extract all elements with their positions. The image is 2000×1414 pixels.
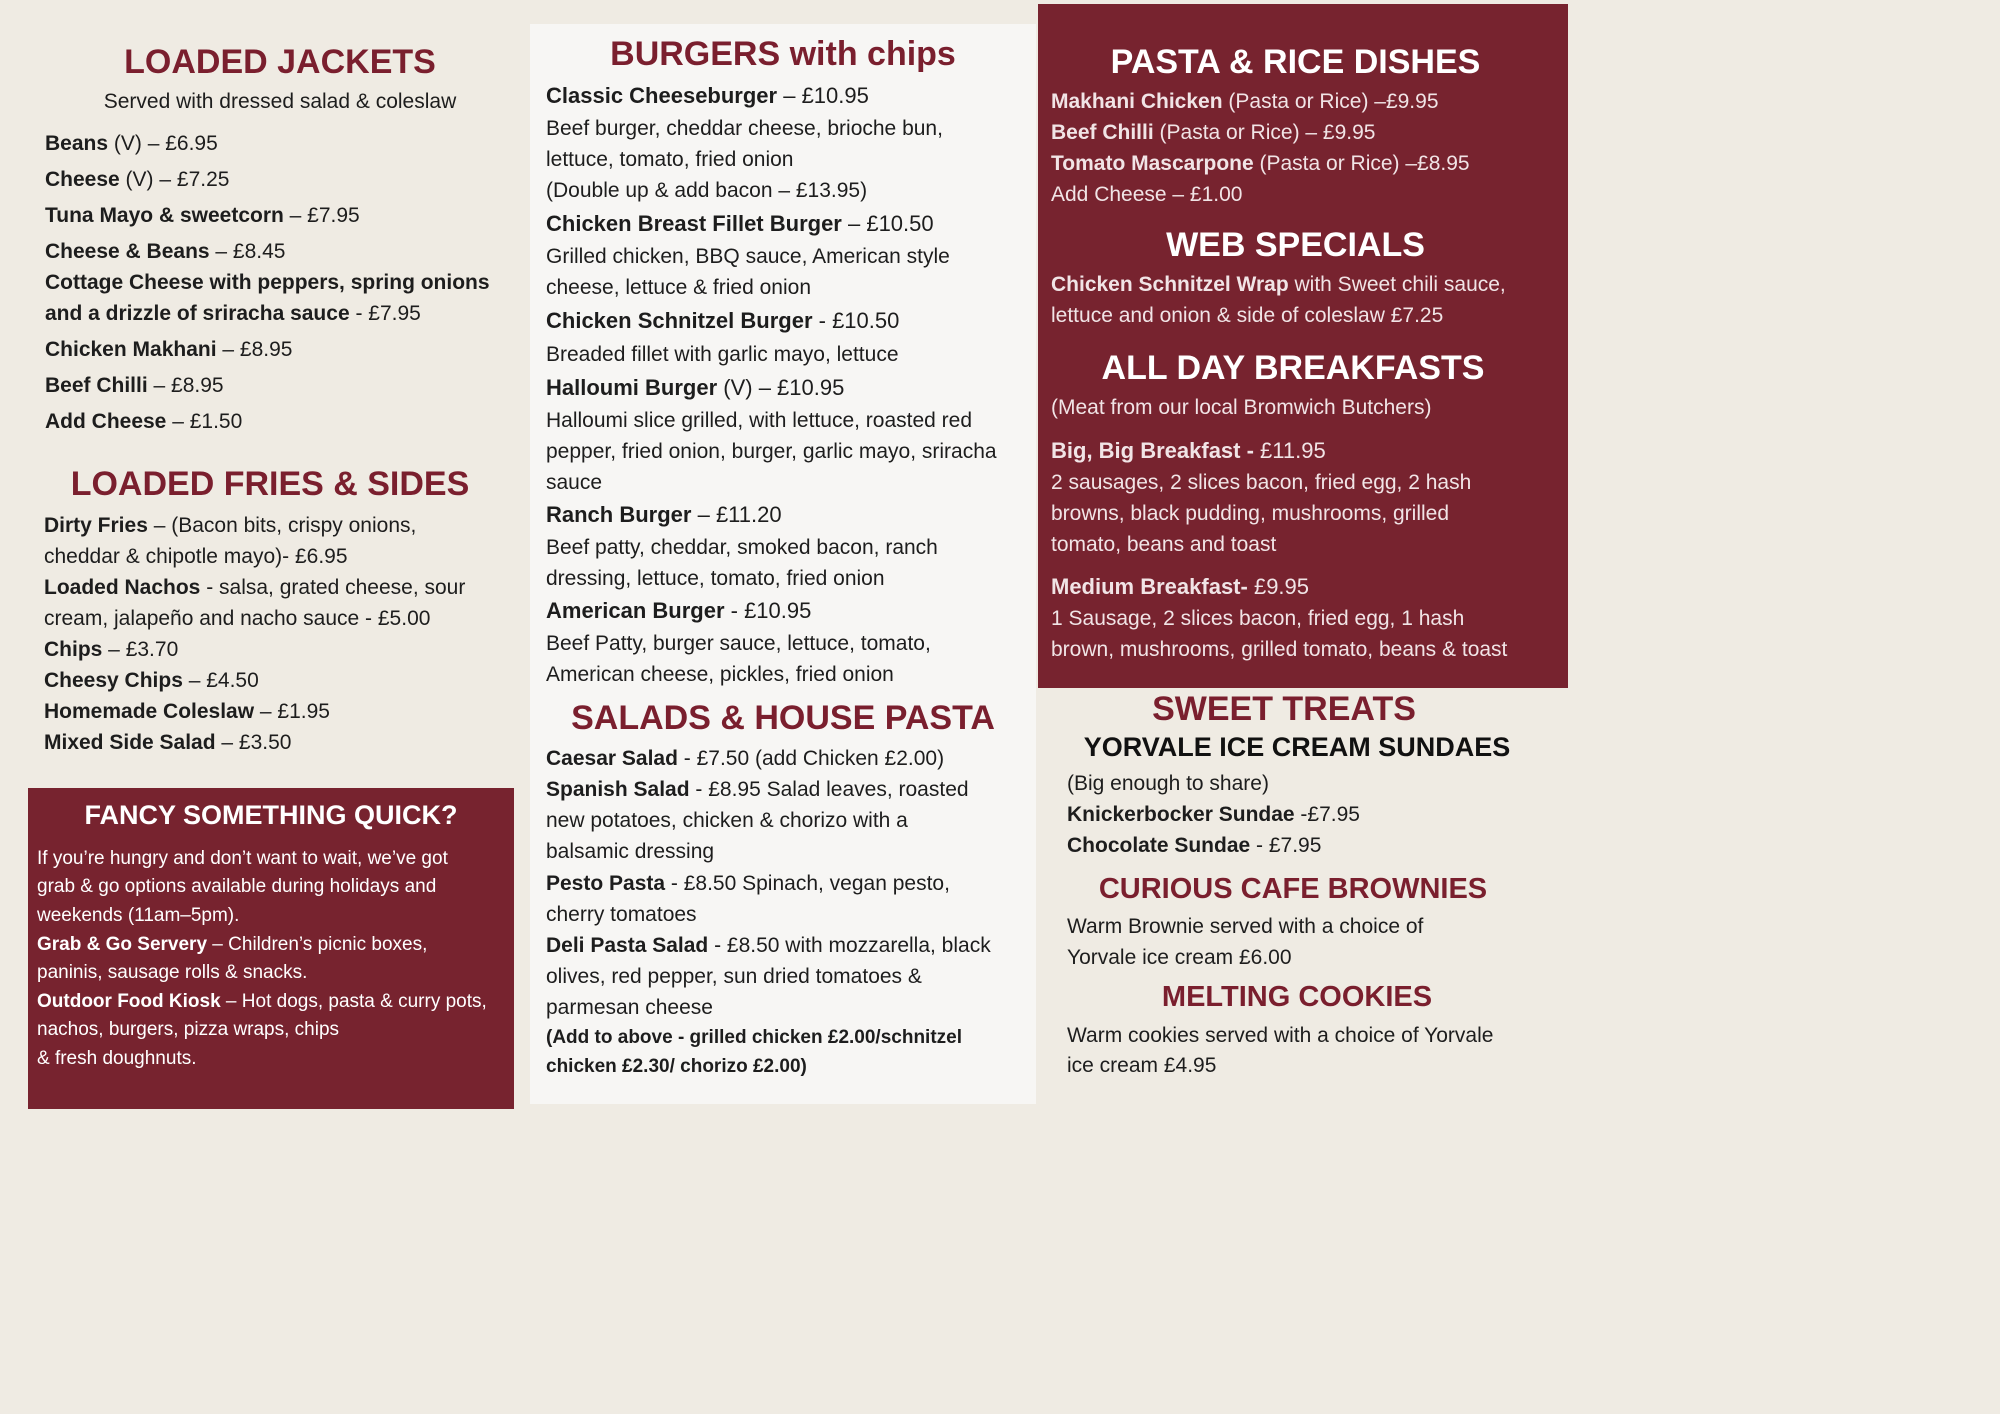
pasta-add-cheese: Add Cheese – £1.00 [1051,183,1243,206]
jacket-item: Beans (V) – £6.95 [45,132,218,155]
breakfast-item: Medium Breakfast- £9.95 [1051,574,1310,599]
burger-item: Chicken Schnitzel Burger - £10.50 [546,308,900,333]
web-item: Chicken Schnitzel Wrap with Sweet chili sauce, [1051,273,1506,296]
jacket-item: Add Cheese – £1.50 [45,410,243,433]
quick-servery: Grab & Go Servery – Children’s picnic boxes, [37,934,428,955]
burger-desc: (Double up & add bacon – £13.95) [546,179,868,202]
brownies-title: CURIOUS CAFE BROWNIES [1098,873,1488,905]
jackets-title: LOADED JACKETS [124,43,436,81]
salad-desc: parmesan cheese [546,996,713,1019]
quick-intro: If you’re hungry and don’t want to wait, we’ve got [37,848,448,869]
breakfast-desc: tomato, beans and toast [1051,533,1277,556]
salad-desc: cherry tomatoes [546,903,697,926]
breakfast-title: ALL DAY BREAKFASTS [1101,349,1485,387]
burger-desc: cheese, lettuce & fried onion [546,276,812,299]
quick-kiosk-cont: nachos, burgers, pizza wraps, chips [37,1019,340,1040]
salad-item: Caesar Salad - £7.50 (add Chicken £2.00) [546,747,945,770]
pasta-item: Tomato Mascarpone (Pasta or Rice) –£8.95 [1051,152,1470,175]
burger-desc: American cheese, pickles, fried onion [546,663,894,686]
fries-title: LOADED FRIES & SIDES [70,465,470,503]
sweet-title: SWEET TREATS [1152,690,1416,728]
breakfast-desc: brown, mushrooms, grilled tomato, beans & toast [1051,638,1508,661]
jacket-item: Tuna Mayo & sweetcorn – £7.95 [45,204,360,227]
brownies-desc: Warm Brownie served with a choice of [1067,915,1424,938]
burger-desc: Beef burger, cheddar cheese, brioche bun, [546,117,943,140]
burgers-title: BURGERS with chips [610,35,956,73]
burger-item: Chicken Breast Fillet Burger – £10.50 [546,211,934,236]
jacket-item-cont: and a drizzle of sriracha sauce - £7.95 [45,302,421,325]
salad-item: Spanish Salad - £8.95 Salad leaves, roasted [546,778,969,801]
web-item-cont: lettuce and onion & side of coleslaw £7.25 [1051,304,1444,327]
burger-item: Classic Cheeseburger – £10.95 [546,83,869,108]
burger-desc: lettuce, tomato, fried onion [546,148,794,171]
breakfast-desc: browns, black pudding, mushrooms, grilled [1051,502,1450,525]
burger-item: American Burger - £10.95 [546,598,812,623]
burger-desc: Beef Patty, burger sauce, lettuce, tomato, [546,632,931,655]
breakfast-item: Big, Big Breakfast - £11.95 [1051,438,1326,463]
fries-item: Dirty Fries – (Bacon bits, crispy onions, [44,514,417,537]
breakfast-subtitle: (Meat from our local Bromwich Butchers) [1051,396,1432,419]
burger-desc: dressing, lettuce, tomato, fried onion [546,567,885,590]
fries-item: Mixed Side Salad – £3.50 [44,731,292,754]
pasta-title: PASTA & RICE DISHES [1110,43,1481,81]
cookies-desc: Warm cookies served with a choice of Yorvale [1067,1024,1494,1047]
burger-desc: Beef patty, cheddar, smoked bacon, ranch [546,536,938,559]
burger-desc: sauce [546,471,603,494]
salad-desc: balsamic dressing [546,840,715,863]
quick-intro: grab & go options available during holidays and [37,876,437,897]
fries-item: Chips – £3.70 [44,638,179,661]
jacket-item: Beef Chilli – £8.95 [45,374,224,397]
sweet-note: (Big enough to share) [1067,772,1269,795]
quick-title: FANCY SOMETHING QUICK? [84,800,458,830]
salad-item: Pesto Pasta - £8.50 Spinach, vegan pesto, [546,872,950,895]
salads-title: SALADS & HOUSE PASTA [571,699,995,737]
quick-kiosk: Outdoor Food Kiosk – Hot dogs, pasta & curry pots, [37,991,487,1012]
salad-item: Deli Pasta Salad - £8.50 with mozzarella, black [546,934,991,957]
pasta-item: Beef Chilli (Pasta or Rice) – £9.95 [1051,121,1376,144]
burger-desc: Halloumi slice grilled, with lettuce, roasted red [546,409,973,432]
salad-addon: (Add to above - grilled chicken £2.00/schnitzel [546,1027,962,1048]
salad-addon: chicken £2.30/ chorizo £2.00) [546,1056,807,1077]
jacket-item: Chicken Makhani – £8.95 [45,338,293,361]
jackets-subtitle: Served with dressed salad & coleslaw [103,90,457,113]
burger-desc: pepper, fried onion, burger, garlic mayo, sriracha [546,440,997,463]
salad-desc: new potatoes, chicken & chorizo with a [546,809,908,832]
burger-desc: Grilled chicken, BBQ sauce, American style [546,245,950,268]
burger-item: Ranch Burger – £11.20 [546,502,782,527]
burger-item: Halloumi Burger (V) – £10.95 [546,375,845,400]
burger-desc: Breaded fillet with garlic mayo, lettuce [546,343,899,366]
jacket-item: Cheese & Beans – £8.45 [45,240,286,263]
brownies-desc: Yorvale ice cream £6.00 [1067,946,1292,969]
fries-item-cont: cheddar & chipotle mayo)- £6.95 [44,545,348,568]
quick-servery-cont: paninis, sausage rolls & snacks. [37,962,308,983]
sweet-subtitle: YORVALE ICE CREAM SUNDAES [1083,732,1511,762]
fries-item: Loaded Nachos - salsa, grated cheese, sour [44,576,466,599]
salad-desc: olives, red pepper, sun dried tomatoes & [546,965,922,988]
sweet-item: Knickerbocker Sundae -£7.95 [1067,803,1360,826]
jacket-item: Cottage Cheese with peppers, spring onions [45,271,490,294]
sweet-item: Chocolate Sundae - £7.95 [1067,834,1322,857]
fries-item: Cheesy Chips – £4.50 [44,669,259,692]
web-title: WEB SPECIALS [1166,226,1425,264]
breakfast-desc: 2 sausages, 2 slices bacon, fried egg, 2 hash [1051,471,1472,494]
jacket-item: Cheese (V) – £7.25 [45,168,230,191]
pasta-item: Makhani Chicken (Pasta or Rice) –£9.95 [1051,90,1439,113]
quick-intro: weekends (11am–5pm). [37,905,240,926]
quick-kiosk-cont: & fresh doughnuts. [37,1048,197,1069]
fries-item-cont: cream, jalapeño and nacho sauce - £5.00 [44,607,431,630]
breakfast-desc: 1 Sausage, 2 slices bacon, fried egg, 1 hash [1051,607,1465,630]
fries-item: Homemade Coleslaw – £1.95 [44,700,330,723]
cookies-desc: ice cream £4.95 [1067,1054,1217,1077]
cookies-title: MELTING COOKIES [1161,981,1433,1013]
